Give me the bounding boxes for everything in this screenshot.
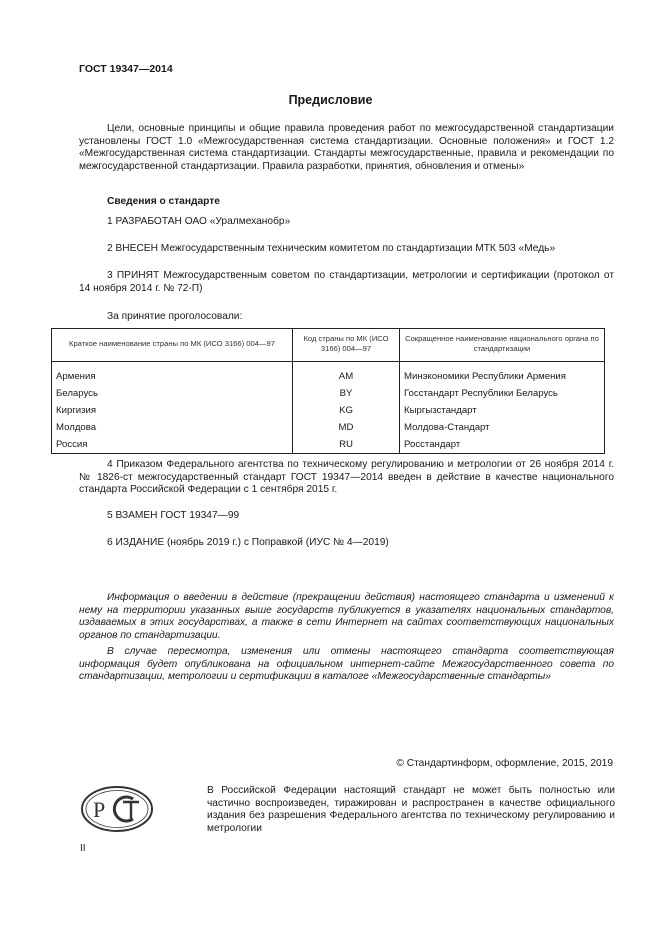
- doc-code-header: ГОСТ 19347—2014: [79, 63, 173, 75]
- body-cell: Госстандарт Республики Беларусь: [400, 385, 605, 402]
- copyright-line: © Стандартинформ, оформление, 2015, 2019: [396, 758, 613, 769]
- page-number: II: [80, 843, 86, 854]
- item-edition: 6 ИЗДАНИЕ (ноябрь 2019 г.) с Поправкой (ИУС № 4—2019): [107, 537, 389, 548]
- table-row: [52, 368, 605, 385]
- item-developed: 1 РАЗРАБОТАН ОАО «Уралмеханобр»: [107, 216, 291, 227]
- italic-note-1: [79, 592, 614, 642]
- item-replaces: 5 ВЗАМЕН ГОСТ 19347—99: [107, 510, 240, 521]
- code-cell: KG: [293, 402, 400, 419]
- table-row: [52, 436, 605, 454]
- item-enacted-text: 4 Приказом Федерального агентства по техническому регулированию и метрологии от 26 ноября 2014 г. № 1826-ст межгосударственный стандарт ГОСТ 19347—2014 введен в действие в качестве национального стандарта Российской Федерации с 1 сентября 2015 г.: [79, 459, 614, 496]
- country-cell: Беларусь: [52, 385, 293, 402]
- code-cell: RU: [293, 436, 400, 454]
- italic-note-2: [79, 646, 614, 684]
- code-cell: BY: [293, 385, 400, 402]
- table-row: [52, 419, 605, 436]
- country-cell: Армения: [52, 368, 293, 385]
- italic-note-2-text: В случае пересмотра, изменения или отмены настоящего стандарта соответствующая информация будет опубликована на официальном интернет-сайте Межгосударственного совета по стандартизации, метрологии и сертификации в каталоге «Межгосударственные стандарты»: [79, 646, 614, 683]
- info-heading: Сведения о стандарте: [107, 196, 220, 207]
- column-header-country: Краткое наименование страны по МК (ИСО 3166) 004—97: [52, 329, 293, 362]
- intro-paragraph: [79, 123, 614, 173]
- rst-logo-icon: [79, 784, 155, 834]
- table-row: [52, 402, 605, 419]
- column-header-code: Код страны по МК (ИСО 3166) 004—97: [293, 329, 400, 362]
- body-cell: Минэкономики Республики Армения: [400, 368, 605, 385]
- body-cell: Молдова-Стандарт: [400, 419, 605, 436]
- country-cell: Россия: [52, 436, 293, 454]
- table-row: [52, 385, 605, 402]
- column-header-body: Сокращенное наименование национального органа по стандартизации: [400, 329, 605, 362]
- voted-label: За принятие проголосовали:: [107, 311, 243, 322]
- body-cell: Кыргызстандарт: [400, 402, 605, 419]
- country-cell: Киргизия: [52, 402, 293, 419]
- body-cell: Росстандарт: [400, 436, 605, 454]
- item-enacted: [79, 459, 614, 497]
- intro-text: Цели, основные принципы и общие правила проведения работ по межгосударственной стандартизации установлены ГОСТ 1.0 «Межгосударственная система стандартизации. Основные положения» и ГОСТ 1.2 «Межгосударственная система стандартизации. Стандарты межгосударственные, правила и рекомендации по межгосударственной стандартизации. Правила разработки, принятия, обновления и отмены»: [79, 123, 614, 172]
- table-header-row: [52, 329, 605, 362]
- svg-text:Р: Р: [93, 797, 106, 822]
- reproduction-notice: В Российской Федерации настоящий стандарт не может быть полностью или частично воспроизведен, тиражирован и распространен в качестве официального издания без разрешения Федерального агентства по техническому регулированию и метрологии: [207, 785, 615, 834]
- page-title: Предисловие: [288, 93, 373, 107]
- italic-note-1-text: Информация о введении в действие (прекращении действия) настоящего стандарта и изменений к нему на территории указанных выше государств публикуется в указателях национальных стандартов, издаваемых в этих государствах, а также в сети Интернет на сайтах соответствующих национальных органов по стандартизации.: [79, 592, 614, 641]
- voting-table: [51, 328, 605, 454]
- code-cell: AM: [293, 368, 400, 385]
- item-adopted: [79, 270, 614, 295]
- country-cell: Молдова: [52, 419, 293, 436]
- code-cell: MD: [293, 419, 400, 436]
- item-introduced: 2 ВНЕСЕН Межгосударственным техническим комитетом по стандартизации МТК 503 «Медь»: [107, 243, 556, 254]
- item-adopted-text: 3 ПРИНЯТ Межгосударственным советом по стандартизации, метрологии и сертификации (протокол от 14 ноября 2014 г. № 72-П): [79, 270, 614, 294]
